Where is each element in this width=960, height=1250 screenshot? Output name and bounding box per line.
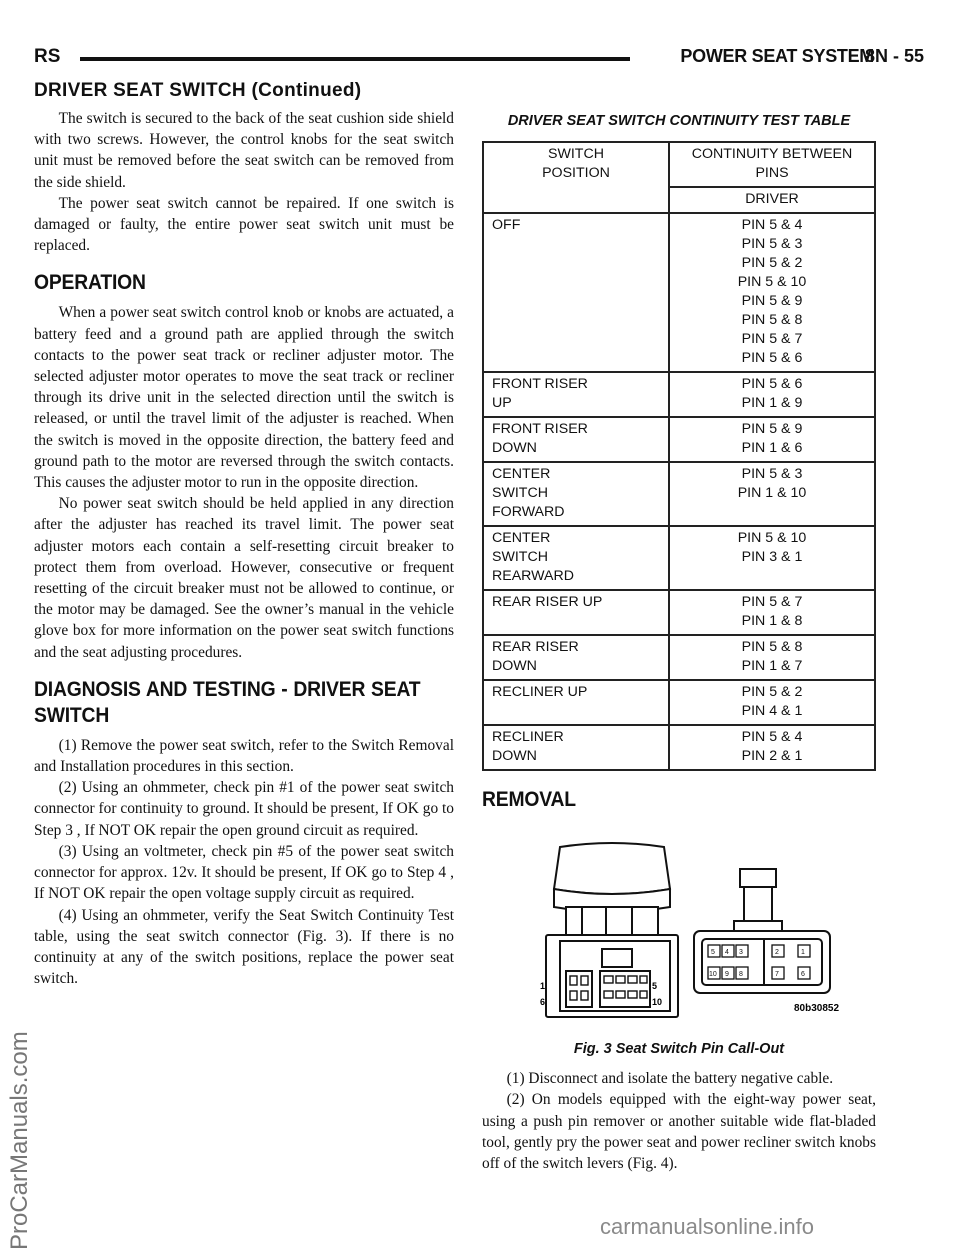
header-title: POWER SEAT SYSTEM xyxy=(680,46,874,66)
connector-pin-2: 2 xyxy=(775,949,779,956)
table-row xyxy=(483,417,875,462)
bottom-watermark: carmanualsonline.info xyxy=(600,1214,815,1239)
table-row xyxy=(483,526,875,590)
switch-position-cell: RECLINER DOWN xyxy=(483,725,669,770)
switch-position-cell: REAR RISER UP xyxy=(483,590,669,635)
continuity-pins-cell: PIN 5 & 3 PIN 1 & 10 xyxy=(669,462,875,526)
continuity-pins-cell: PIN 5 & 6 PIN 1 & 9 xyxy=(669,372,875,417)
connector-pin-4: 4 xyxy=(725,949,729,956)
connector-pin-10: 10 xyxy=(709,971,717,978)
switch-position-cell: RECLINER UP xyxy=(483,680,669,725)
table-subheader-driver: DRIVER xyxy=(669,187,875,213)
table-row xyxy=(483,372,875,417)
table-row xyxy=(483,590,875,635)
table-header-position: SWITCH POSITION xyxy=(483,142,669,213)
intro-paragraph: The power seat switch cannot be repaired. If one switch is damaged or faulty, the entire power seat switch unit must be replaced. xyxy=(34,194,454,255)
continuity-pins-cell: PIN 5 & 10 PIN 3 & 1 xyxy=(669,526,875,590)
pin-label-6: 6 xyxy=(540,997,546,1007)
connector-pin-9: 9 xyxy=(725,971,729,978)
operation-paragraph: When a power seat switch control knob or knobs are actuated, a battery feed and a ground path are applied through the switch contacts to the power seat track or recliner adjuster motor. The selected adjuster motor operates to move the seat track or recliner through its drive unit in the selected direction until the switch is released, or until the travel limit of the adjuster is reached. When the switch is moved in the opposite direction, the battery feed and ground path to the motor are reversed through the switch contacts. This causes the adjuster motor to run in the opposite direction. xyxy=(34,304,454,492)
continuity-pins-cell: PIN 5 & 4 PIN 2 & 1 xyxy=(669,725,875,770)
intro-paragraph: The switch is secured to the back of the seat cushion side shield with two screws. However, the control knobs for the seat switch unit must be removed before the seat switch can be removed from the side shield. xyxy=(34,110,454,191)
removal-step: (2) On models equipped with the eight-way power seat, using a push pin remover or another suitable wide flat-bladed tool, gently pry the power seat and power recliner switch knobs off of the switch levers (Fig. 4). xyxy=(482,1091,876,1173)
continuity-pins-cell: PIN 5 & 4 PIN 5 & 3 PIN 5 & 2 PIN 5 & 10 PIN 5 & 9 PIN 5 & 8 PIN 5 & 7 PIN 5 & 6 xyxy=(669,213,875,372)
diagnosis-heading: DIAGNOSIS AND TESTING - DRIVER SEAT SWITCH xyxy=(34,677,421,727)
seat-switch-illustration xyxy=(482,833,876,1033)
connector-pin-6: 6 xyxy=(801,971,805,978)
left-column xyxy=(34,108,454,989)
operation-heading: OPERATION xyxy=(34,271,146,295)
removal-step: (1) Disconnect and isolate the battery negative cable. xyxy=(506,1070,834,1088)
table-row xyxy=(483,635,875,680)
continuity-table xyxy=(482,141,876,771)
table-row xyxy=(483,680,875,725)
operation-paragraph: No power seat switch should be held applied in any direction after the adjuster has reached its travel limit. The power seat adjuster motors each contain a self-resetting circuit breaker to protect them from overload. However, consecutive or frequent resetting of the circuit breaker must not be allowed to continue, or the motor may be damaged. See the owner’s manual in the vehicle glove box for more information on the power seat switch functions and the seat adjusting procedures. xyxy=(34,495,454,661)
table-row xyxy=(483,462,875,526)
side-watermark: ProCarManuals.com xyxy=(6,1031,33,1250)
switch-position-cell: FRONT RISER DOWN xyxy=(483,417,669,462)
continuity-pins-cell: PIN 5 & 9 PIN 1 & 6 xyxy=(669,417,875,462)
switch-position-cell: CENTER SWITCH FORWARD xyxy=(483,462,669,526)
continuity-pins-cell: PIN 5 & 7 PIN 1 & 8 xyxy=(669,590,875,635)
diagnosis-step: (3) Using an voltmeter, check pin #5 of the power seat switch connector for approx. 12v. It should be present, If OK go to Step 4 , If NOT OK repair the open voltage supply circuit as required. xyxy=(34,842,454,903)
pin-label-10: 10 xyxy=(652,997,663,1007)
pin-label-1: 1 xyxy=(540,981,546,991)
header-section-code: RS xyxy=(34,46,61,67)
table-header-continuity: CONTINUITY BETWEEN PINS xyxy=(669,142,875,187)
header-rule xyxy=(80,57,630,61)
continuity-pins-cell: PIN 5 & 2 PIN 4 & 1 xyxy=(669,680,875,725)
connector-pin-7: 7 xyxy=(775,971,779,978)
connector-pin-3: 3 xyxy=(739,949,743,956)
figure-id-label: 80b30852 xyxy=(794,1003,840,1014)
continued-title: DRIVER SEAT SWITCH (Continued) xyxy=(34,80,362,101)
table-row xyxy=(483,725,875,770)
connector-pin-1: 1 xyxy=(801,949,805,956)
switch-position-cell: REAR RISER DOWN xyxy=(483,635,669,680)
diagnosis-step: (4) Using an ohmmeter, verify the Seat Switch Continuity Test table, using the seat switch connector (Fig. 3). If there is no continuity at any of the switch positions, replace the power seat switch. xyxy=(34,906,454,988)
page-number: 8N - 55 xyxy=(864,46,924,66)
table-row xyxy=(483,213,875,372)
table-title: DRIVER SEAT SWITCH CONTINUITY TEST TABLE xyxy=(507,113,851,129)
table-body xyxy=(483,213,875,770)
switch-position-cell: OFF xyxy=(483,213,669,372)
continuity-pins-cell: PIN 5 & 8 PIN 1 & 7 xyxy=(669,635,875,680)
diagnosis-step: (1) Remove the power seat switch, refer to the Switch Removal and Installation procedures in this section. xyxy=(34,736,454,776)
switch-position-cell: FRONT RISER UP xyxy=(483,372,669,417)
connector-pin-5: 5 xyxy=(711,949,715,956)
pin-label-5: 5 xyxy=(652,981,658,991)
seat-switch-figure xyxy=(482,833,876,1033)
connector-pin-8: 8 xyxy=(739,971,743,978)
diagnosis-step: (2) Using an ohmmeter, check pin #1 of the power seat switch connector for continuity to ground. It should be present, If OK go to Step 3 , If NOT OK repair the open ground circuit as required. xyxy=(34,779,454,839)
removal-heading: REMOVAL xyxy=(482,788,576,811)
right-column xyxy=(482,108,876,1174)
figure-caption: Fig. 3 Seat Switch Pin Call-Out xyxy=(573,1041,785,1057)
switch-position-cell: CENTER SWITCH REARWARD xyxy=(483,526,669,590)
